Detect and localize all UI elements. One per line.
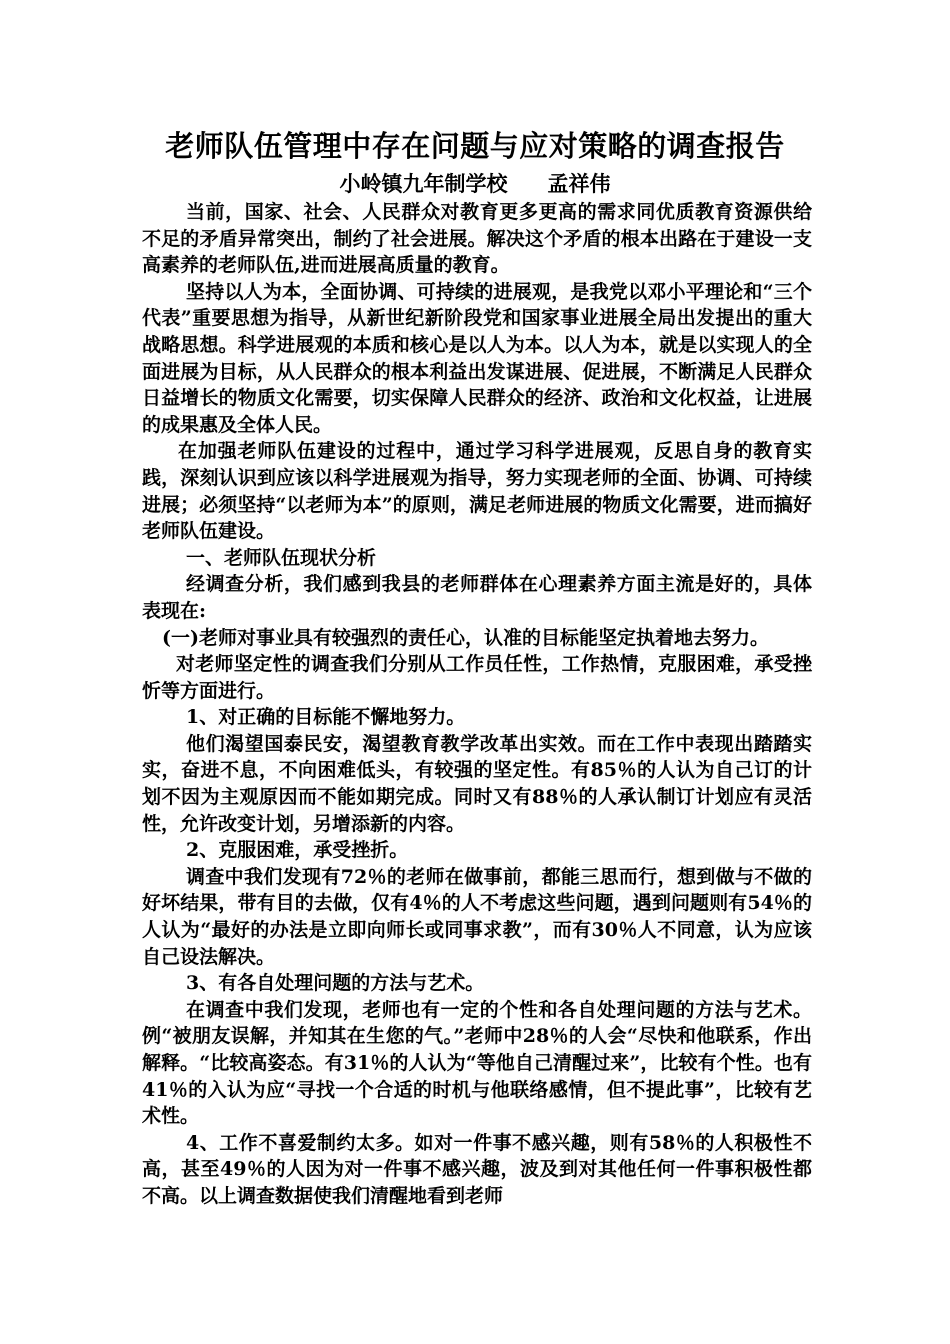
document-body (142, 199, 812, 1210)
paragraph: 调查中我们发现有72％的老师在做事前，都能三思而行，想到做与不做的好坏结果，带有目的去做，仅有4％的人不考虑这些问题，遇到问题则有54％的人认为“最好的办法是立即向师长或同事求教”，而有30％人不同意，认为应该自己设法解决。 (142, 865, 812, 968)
list-item-heading: 3、有各自处理问题的方法与艺术。 (186, 972, 485, 995)
author-name: 孟祥伟 (547, 171, 611, 196)
document-title: 老师队伍管理中存在问题与应对策略的调查报告 (165, 129, 785, 163)
paragraph: 在调查中我们发现，老师也有一定的个性和各自处理问题的方法与艺术。例“被朋友误解，并知其在生您的气。”老师中28％的人会“尽快和他联系，作出解释。“比较高姿态。有31％的人认为“等他自己清醒过来”，比较有个性。也有41％的入认为应“寻找一个合适的时机与他联络感情，但不提此事”，比较有艺术性。 (142, 998, 812, 1128)
paragraph: 他们渴望国泰民安，渴望教育教学改革出实效。而在工作中表现出踏踏实实，奋进不息，不向困难低头，有较强的坚定性。有85％的人认为自己订的计划不因为主观原因而不能如期完成。同时又有88％的人承认制订计划应有灵活性，允许改变计划，另增添新的内容。 (142, 732, 812, 835)
school-name: 小岭镇九年制学校 (339, 171, 508, 196)
paragraph: 4、工作不喜爱制约太多。如对一件事不感兴趣，则有58％的人积极性不高，甚至49％的人因为对一件事不感兴趣，波及到对其他任何一件事积极性都不高。以上调查数据使我们清醒地看到老师 (142, 1131, 812, 1207)
paragraph: 经调查分析，我们感到我县的老师群体在心理素养方面主流是好的，具体表现在: (142, 573, 812, 622)
paragraph: 当前，国家、社会、人民群众对教育更多更高的需求同优质教育资源供给不足的矛盾异常突出，制约了社会进展。解决这个矛盾的根本出路在于建设一支高素养的老师队伍,进而进展高质量的教育。 (142, 201, 812, 277)
subsection-heading: (一)老师对事业具有较强烈的责任心，认准的目标能坚定执着地去努力。 (162, 626, 769, 649)
paragraph: 在加强老师队伍建设的过程中，通过学习科学进展观，反思自身的教育实践，深刻认识到应该以科学进展观为指导，努力实现老师的全面、协调、可持续进展；必须坚持“以老师为本”的原则，满足老师进展的物质文化需要，进而搞好老师队伍建设。 (142, 440, 812, 543)
paragraph: 对老师坚定性的调查我们分别从工作员任性，工作热情，克服困难，承受挫忻等方面进行。 (142, 653, 812, 702)
list-item-heading: 1、对正确的目标能不懈地努力。 (186, 706, 466, 729)
paragraph: 坚持以人为本，全面协调、可持续的进展观，是我党以邓小平理论和“三个代表”重要思想为指导，从新世纪新阶段党和国家事业进展全局出发提出的重大战略思想。科学进展观的本质和核心是以人为本。以人为本，就是以实现人的全面进展为目标，从人民群众的根本利益出发谋进展、促进展，不断满足人民群众日益增长的物质文化需要，切实保障人民群众的经济、政治和文化权益，让进展的成果惠及全体人民。 (142, 280, 812, 436)
document-byline (0, 170, 950, 198)
section-heading: 一、老师队伍现状分析 (186, 546, 377, 569)
list-item-heading: 2、克服困难，承受挫折。 (186, 839, 409, 862)
